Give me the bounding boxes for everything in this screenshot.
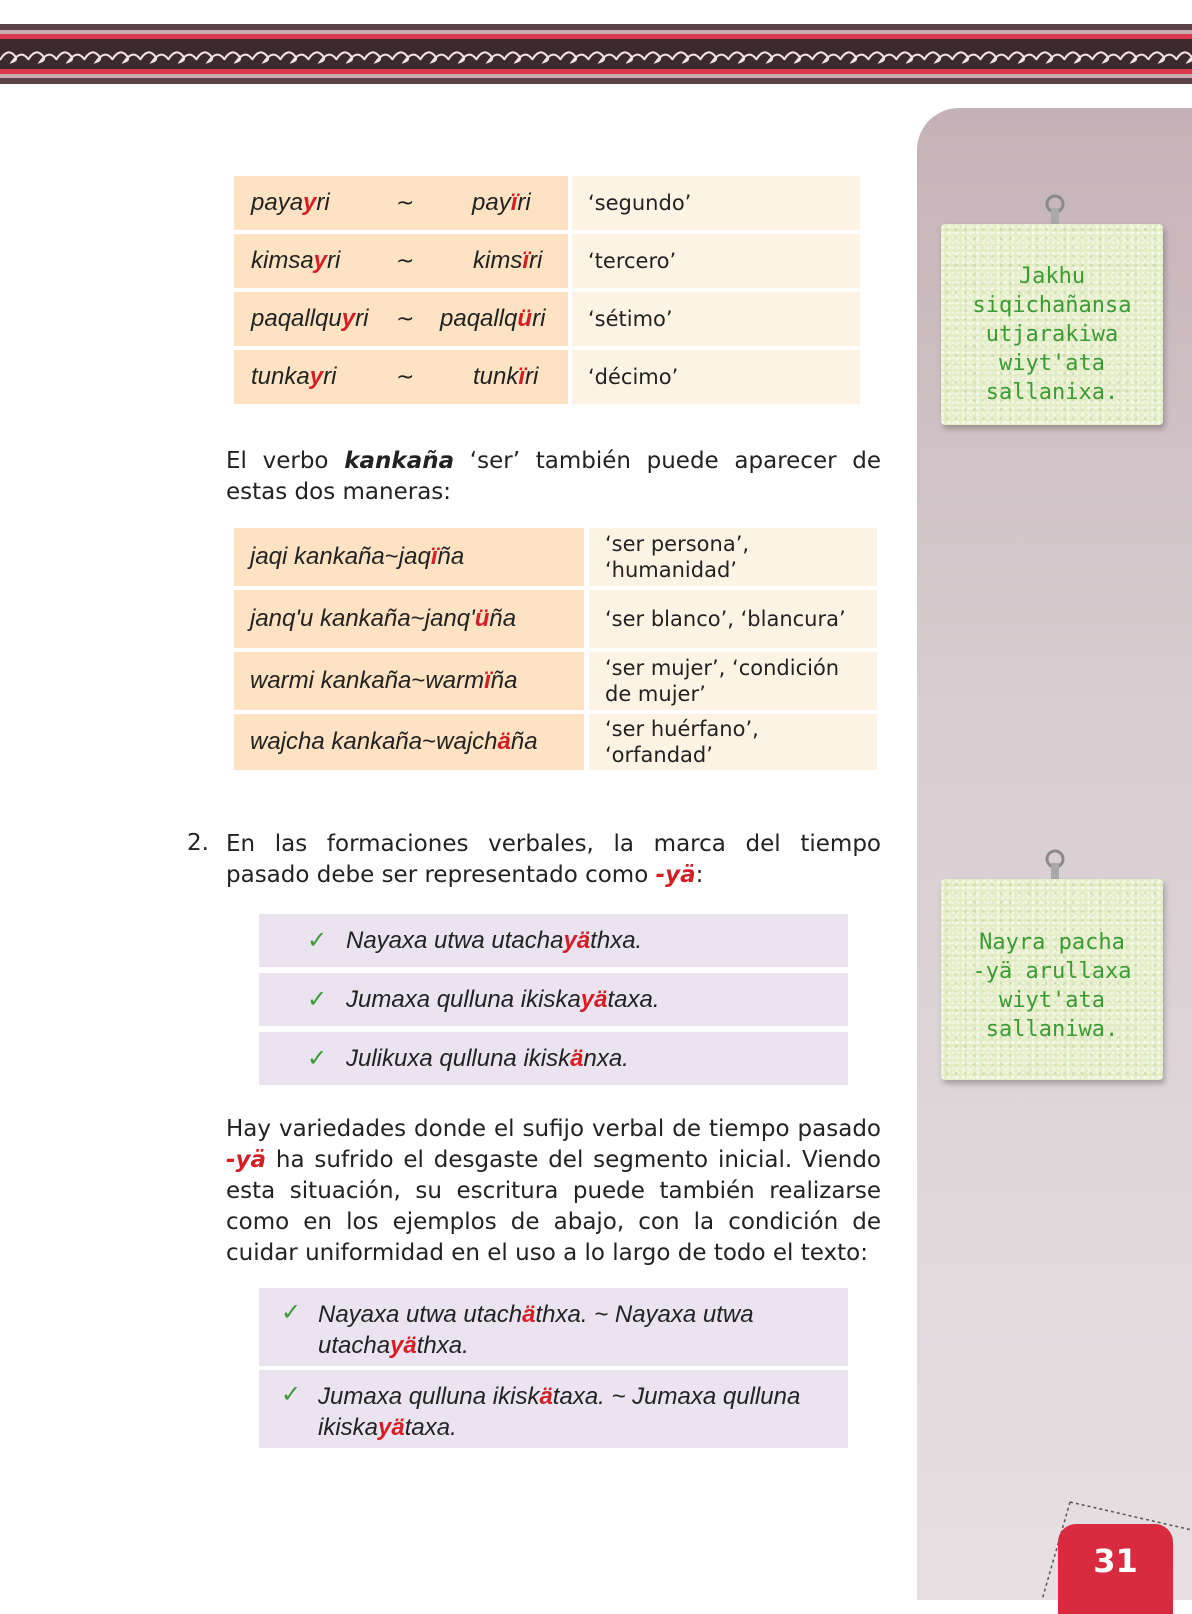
- gloss-cell: ‘sétimo’: [572, 292, 860, 346]
- example-box: [259, 914, 848, 967]
- table-row: [234, 176, 860, 230]
- table-cell: jaqi kankaña ~ jaq ï ña: [234, 528, 584, 586]
- decorative-border-band: [0, 24, 1192, 84]
- table-row: [234, 652, 877, 710]
- table-cell: [234, 292, 568, 346]
- sticky-note-1: Jakhu siqichañansa utjarakiwa wiyt'ata sallanixa.: [941, 224, 1163, 425]
- example-sentence: Nayaxa utwa utachayäthxa.: [346, 927, 643, 954]
- word-form-alt: tunkïri: [473, 363, 539, 390]
- paragraph-variedades: Hay variedades donde el sufijo verbal de tiempo pasado -yä ha sufrido el desgaste del segmento inicial. Viendo esta situación, su escritura puede también realizarse como en los ejemplos de abajo, con la condición de cuidar uniformidad en el uso a lo largo de todo el texto:: [226, 1116, 881, 1266]
- example-box: [259, 1288, 848, 1366]
- checkmark-icon: ✓: [307, 985, 328, 1013]
- example-box: [259, 973, 848, 1026]
- example-sentence: Julikuxa qulluna ikiskänxa.: [346, 1045, 629, 1072]
- table-cell: warmi kankaña ~ warm ï ña: [234, 652, 584, 710]
- example-box: [259, 1032, 848, 1085]
- tilde-symbol: ~: [396, 249, 415, 274]
- tilde-symbol: ~: [396, 191, 415, 216]
- paragraph-item-2: En las formaciones verbales, la marca del tiempo pasado debe ser representado como -yä:: [226, 831, 881, 888]
- table-cell: janq'u kankaña ~ janq' ü ña: [234, 590, 584, 648]
- checkmark-icon: ✓: [281, 1298, 302, 1326]
- example-sentence: Jumaxa qulluna ikiskayätaxa.: [346, 986, 660, 1013]
- table-cell: [234, 176, 568, 230]
- table-row: [234, 292, 860, 346]
- example-sentence: Nayaxa utwa utachäthxa. ~ Nayaxa utwa utachayäthxa.: [318, 1301, 754, 1359]
- gloss-cell: ‘tercero’: [572, 234, 860, 288]
- tilde-symbol: ~: [396, 365, 415, 390]
- gloss-cell: ‘ser blanco’, ‘blancura’: [589, 590, 877, 648]
- word-form-alt: paqallqüri: [440, 305, 546, 332]
- checkmark-icon: ✓: [307, 1044, 328, 1072]
- list-number: 2.: [187, 830, 209, 856]
- table-row: [234, 714, 877, 770]
- word-form: tunkayri: [251, 363, 337, 390]
- word-form: kimsayri: [251, 247, 341, 274]
- table-row: [234, 528, 877, 586]
- page-number: 31: [1058, 1524, 1173, 1614]
- gloss-cell: ‘décimo’: [572, 350, 860, 404]
- table-cell: wajcha kankaña ~ wajch ä ña: [234, 714, 584, 770]
- word-form-alt: payïri: [472, 189, 531, 216]
- word-form: paqallquyri: [251, 305, 369, 332]
- gloss-cell: ‘ser persona’, ‘humanidad’: [589, 528, 877, 586]
- table-row: [234, 350, 860, 404]
- table-cell: [234, 234, 568, 288]
- paragraph-kankana: El verbo kankaña ‘ser’ también puede aparecer de estas dos maneras:: [226, 448, 881, 505]
- example-box: [259, 1370, 848, 1448]
- table-row: [234, 234, 860, 288]
- sticky-note-2: Nayra pacha -yä arullaxa wiyt'ata sallaniwa.: [941, 879, 1163, 1080]
- word-form-alt: kimsïri: [473, 247, 543, 274]
- table-row: [234, 590, 877, 648]
- gloss-cell: ‘segundo’: [572, 176, 860, 230]
- table-cell: [234, 350, 568, 404]
- gloss-cell: ‘ser mujer’, ‘condición de mujer’: [589, 652, 877, 710]
- gloss-cell: ‘ser huérfano’, ‘orfandad’: [589, 714, 877, 770]
- example-sentence: Jumaxa qulluna ikiskätaxa. ~ Jumaxa qulluna ikiskayätaxa.: [318, 1383, 801, 1441]
- word-form: payayri: [251, 189, 330, 216]
- checkmark-icon: ✓: [307, 926, 328, 954]
- checkmark-icon: ✓: [281, 1380, 302, 1408]
- tilde-symbol: ~: [396, 307, 415, 332]
